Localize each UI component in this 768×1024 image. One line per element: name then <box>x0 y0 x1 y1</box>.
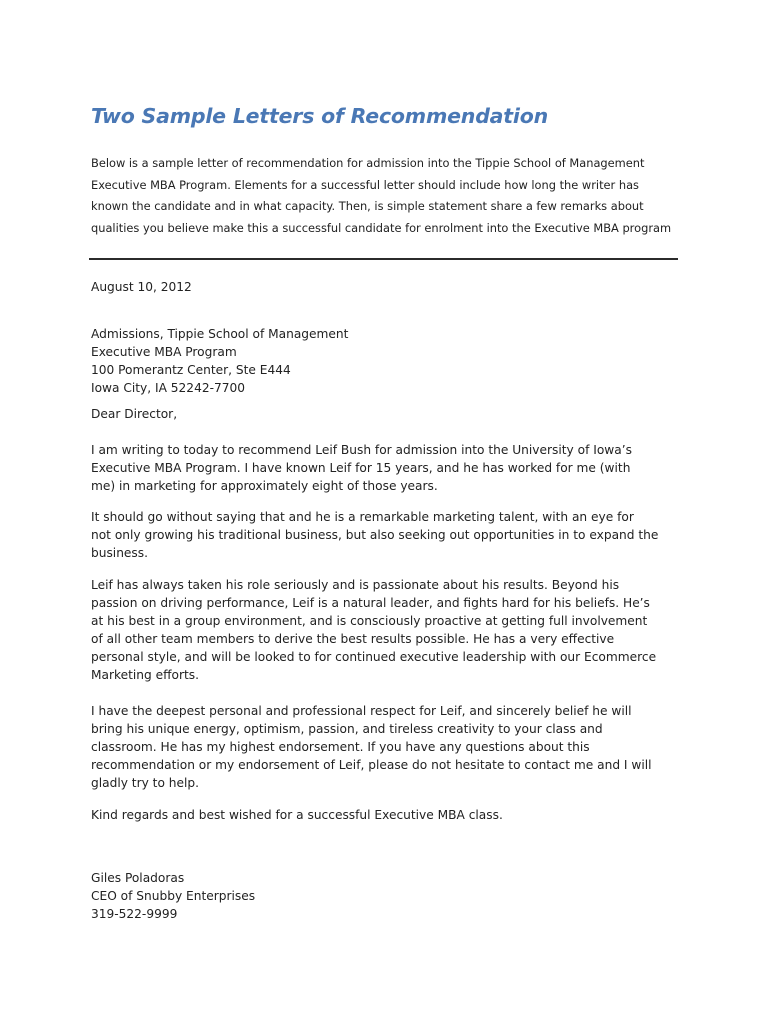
closing-text: Kind regards and best wished for a successful Executive MBA class. <box>91 808 503 822</box>
intro-line: known the candidate and in what capacity. Then, is simple statement share a few remarks about <box>91 199 644 214</box>
page-title: Two Sample Letters of Recommendation <box>91 104 549 128</box>
address-line: Iowa City, IA 52242-7700 <box>91 381 245 396</box>
intro-line: Below is a sample letter of recommendation for admission into the Tippie School of Management <box>91 156 645 170</box>
closing <box>91 806 691 824</box>
salutation-text: Dear Director, <box>91 407 178 421</box>
body-paragraph-4 <box>91 702 691 792</box>
paragraph-line: recommendation or my endorsement of Leif, please do not hesitate to contact me and I will <box>91 758 652 773</box>
paragraph-line: Leif has always taken his role seriously and is passionate about his results. Beyond his <box>91 578 620 592</box>
signer-title: CEO of Snubby Enterprises <box>91 889 256 904</box>
paragraph-line: me) in marketing for approximately eight of those years. <box>91 479 438 494</box>
paragraph-line: at his best in a group environment, and is consciously proactive at getting full involvement <box>91 614 648 629</box>
paragraph-line: It should go without saying that and he is a remarkable marketing talent, with an eye for <box>91 510 634 524</box>
letter-date <box>91 278 691 296</box>
horizontal-divider <box>89 258 678 260</box>
address-line: 100 Pomerantz Center, Ste E444 <box>91 363 291 378</box>
address-line: Admissions, Tippie School of Management <box>91 327 349 341</box>
recipient-address <box>91 325 691 397</box>
paragraph-line: gladly try to help. <box>91 776 200 791</box>
paragraph-line: business. <box>91 546 148 561</box>
paragraph-line: not only growing his traditional business, but also seeking out opportunities in to expand the <box>91 528 659 543</box>
signer-name: Giles Poladoras <box>91 871 185 885</box>
intro-paragraph <box>91 153 691 240</box>
address-line: Executive MBA Program <box>91 345 237 360</box>
body-paragraph-3 <box>91 576 691 685</box>
signature-block <box>91 869 691 923</box>
date-text: August 10, 2012 <box>91 280 192 294</box>
paragraph-line: I am writing to today to recommend Leif Bush for admission into the University of Iowa’s <box>91 443 632 457</box>
paragraph-line: Executive MBA Program. I have known Leif for 15 years, and he has worked for me (with <box>91 461 631 476</box>
paragraph-line: Marketing efforts. <box>91 668 199 683</box>
paragraph-line: passion on driving performance, Leif is a natural leader, and fights hard for his beliefs. He’s <box>91 596 650 611</box>
intro-line: qualities you believe make this a successful candidate for enrolment into the Executive MBA program <box>91 221 672 236</box>
body-paragraph-2 <box>91 508 691 562</box>
signer-phone: 319-522-9999 <box>91 907 178 922</box>
paragraph-line: personal style, and will be looked to for continued executive leadership with our Ecommerce <box>91 650 657 665</box>
paragraph-line: of all other team members to derive the best results possible. He has a very effective <box>91 632 615 647</box>
paragraph-line: bring his unique energy, optimism, passion, and tireless creativity to your class and <box>91 722 603 737</box>
paragraph-line: classroom. He has my highest endorsement. If you have any questions about this <box>91 740 590 755</box>
paragraph-line: I have the deepest personal and professional respect for Leif, and sincerely belief he will <box>91 704 632 718</box>
salutation <box>91 405 691 423</box>
body-paragraph-1 <box>91 441 691 495</box>
intro-line: Executive MBA Program. Elements for a successful letter should include how long the writer has <box>91 177 639 192</box>
